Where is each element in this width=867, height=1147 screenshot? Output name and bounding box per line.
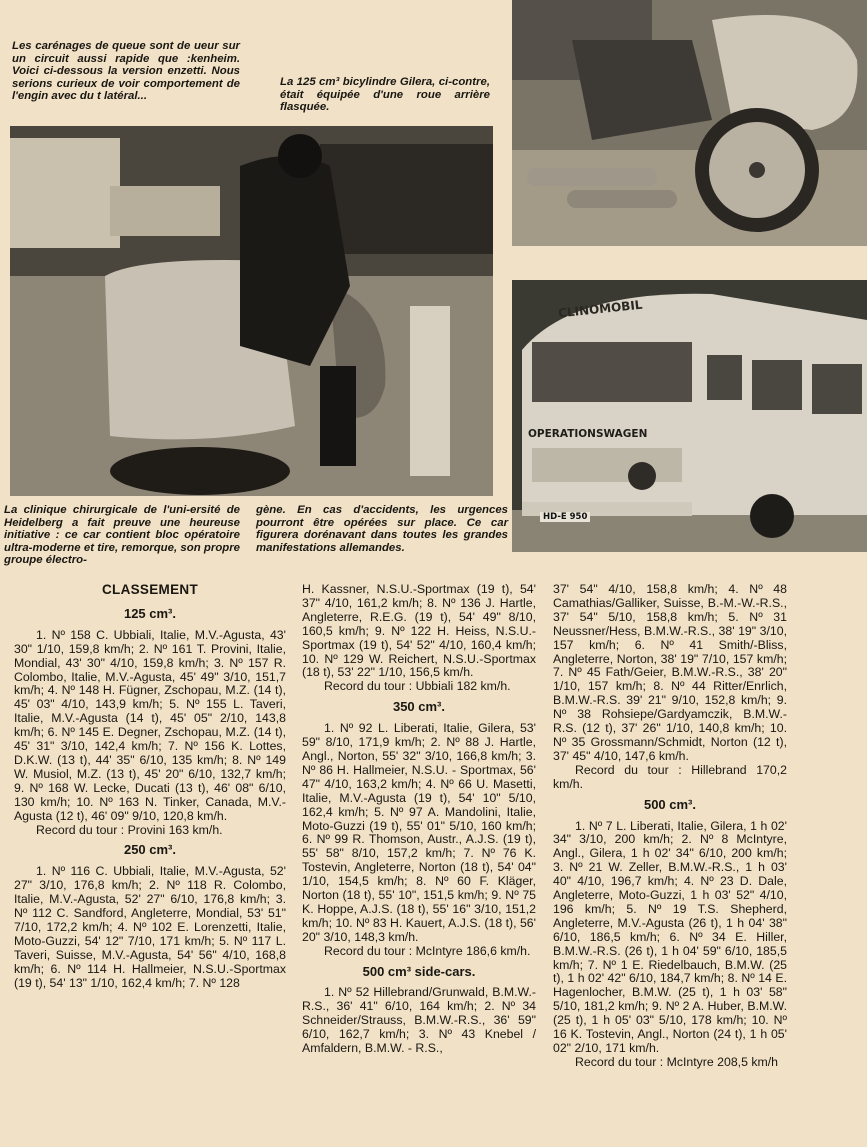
- caption-fairings: Les carénages de queue sont de ueur sur un circuit aussi rapide que :kenheim. Voici ci-dessous la version enzetti. Nous serions curieux de voir comportement de l'engin avec du t latéral...: [12, 40, 240, 103]
- bus-sign-clinomobil: CLINOMOBIL: [557, 297, 644, 321]
- photo-gilera-rear-wheel: [512, 0, 867, 246]
- lap-record-500cc: Record du tour : McIntyre 208,5 km/h: [575, 1054, 778, 1069]
- photo-surgical-bus: [512, 280, 867, 552]
- results-column-3: [553, 583, 787, 1076]
- lap-record-350cc: Record du tour : McIntyre 186,6 km/h.: [324, 943, 531, 958]
- results-125cc: 1. Nº 158 C. Ubbiali, Italie, M.V.-Agusta, 43' 30" 1/10, 159,8 km/h; 2. Nº 161 T. Provini, Italie, Mondial, 43' 30" 4/10, 159,8 km/h; 3. Nº 157 R. Colombo, Italie, M.V.-Agusta, 45' 49" 3/10, 151,7 km/h; 4. Nº 148 H. Fügner, Zschopau, M.Z. (14 t), 45' 03" 4/10, 143,9 km/h; 5. Nº 155 L. Taveri, Italie, M.V.-Agusta (14 t), 45' 05" 2/10, 143,8 km/h; 6. Nº 145 E. Degner, Zschopau, M.Z. (14 t), 45' 31" 3/10, 142,4 km/h; 7. Nº 156 K. Lottes, D.K.W. (13 t), 44' 35" 6/10, 135 km/h; 8. Nº 149 W. Musiol, M.Z. (13 t), 45' 20" 6/10, 132,7 km/h; 9. Nº 168 W. Lecke, Ducati (13 t), 46' 08" 6/10, 130 km/h; 10. Nº 163 N. Tinker, Canada, M.V.-Agusta (12 t), 46' 09" 9/10, 120,8 km/h.: [14, 627, 286, 823]
- lap-record-sidecars: Record du tour : Hillebrand 170,2 km/h.: [553, 762, 787, 791]
- heading-250cc: 250 cm³.: [123, 842, 177, 858]
- caption-clinic-part2: gène. En cas d'accidents, les urgences pourront être opérées sur place. Ce car figurera dorénavant dans toutes les grandes manifestations allemandes.: [256, 504, 508, 554]
- bus-sign-operationswagen: OPERATIONSWAGEN: [528, 428, 648, 440]
- lap-record-125cc: Record du tour : Provini 163 km/h.: [36, 822, 223, 837]
- bus-license-plate: HD-E 950: [540, 512, 590, 522]
- heading-125cc: 125 cm³.: [123, 605, 177, 621]
- results-250cc-part1: 1. Nº 116 C. Ubbiali, Italie, M.V.-Agusta, 52' 27" 3/10, 176,8 km/h; 2. Nº 118 R. Colombo, Italie, M.V.-Agusta, 52' 27" 6/10, 176,8 km/h; 3. Nº 112 C. Sandford, Angleterre, Mondial, 53' 51" 7/10, 172,2 km/h; 4. Nº 102 E. Lorenzetti, Italie, Moto-Guzzi, 54' 12" 7/10, 171 km/h; 5. Nº 117 L. Taveri, Suisse, M.V.-Agusta, 54' 56" 4/10, 168,8 km/h; 6. Nº 114 H. Hallmeier, N.S.U.-Sportmax (19 t), 54' 13" 1/10, 162,4 km/h; 7. Nº 128: [14, 864, 286, 990]
- classement-title: CLASSEMENT: [101, 582, 198, 597]
- results-column-1: [14, 583, 286, 990]
- photo-streamlined-motorcycle: [10, 126, 493, 496]
- results-sidecars-part2: 37' 54" 4/10, 158,8 km/h; 4. Nº 48 Camathias/Galliker, Suisse, B.-M.-W.-R.S., 37' 54" 5/10, 158,8 km/h; 5. Nº 31 Neussner/Hess, B.M.W.-R.S., 38' 19" 3/10, 157 km/h; 6. Nº 41 Smith/-Bliss, Angleterre, Norton, 38' 19" 7/10, 157 km/h; 7. Nº 45 Fath/Geier, B.M.W.-R.S., 38' 20" 1/10, 157 km/h; 8. Nº 44 Ritter/Enrlich, B.M.W.-R.S. 39' 21" 9/10, 152,8 km/h; 9. Nº 38 Rohsiepe/Gardyamczik, B.M.W.-R.S. (12 t), 37' 26" 1/10, 140,8 km/h; 10. Nº 35 Grossmann/Schmidt, Norton (12 t), 37' 45" 4/10, 147,6 km/h.: [553, 582, 787, 763]
- heading-500cc: 500 cm³.: [643, 796, 697, 812]
- results-500cc: 1. Nº 7 L. Liberati, Italie, Gilera, 1 h 02' 34" 3/10, 200 km/h; 2. Nº 8 McIntyre, Angl., Gilera, 1 h 02' 34" 6/10, 200 km/h; 3. Nº 21 W. Zeller, B.M.W.-R.S., 1 h 03' 40" 4/10, 196,7 km/h; 4. Nº 23 D. Dale, Angleterre, Moto-Guzzi, 1 h 03' 52" 4/10, 196 km/h; 5. Nº 19 T.S. Shepherd, Angleterre, M.V.-Agusta (26 t), 1 h 04' 38" 6/10, 186,5 km/h; 6. Nº 34 E. Hiller, B.M.W.-R.S. (26 t), 1 h 04' 59" 6/10, 185,5 km/h; 7. Nº 1 E. Riedelbauch, B.M.W. (25 t), 1 h 02' 42" 6/10, 184,7 km/h; 8. Nº 14 E. Hagenlocher, B.M.W. (25 t), 1 h 03' 58" 5/10, 181,2 km/h; 9. Nº 2 A. Huber, B.M.W. (25 t), 1 h 05' 03" 5/10, 178 km/h; 10. Nº 16 K. Tostevin, Angl., Norton (24 t), 1 h 05' 02" 2/10, 171 km/h.: [553, 818, 787, 1055]
- caption-clinic-part1: La clinique chirurgicale de l'uni-ersité de Heidelberg a fait preuve une heureuse initiative : ce car contient bloc opératoire ultra-moderne et tire, remorque, son propre groupe électro-: [4, 504, 240, 567]
- results-column-2: [302, 583, 536, 1056]
- caption-gilera: La 125 cm³ bicylindre Gilera, ci-contre, était équipée d'une roue arrière flasquée.: [280, 76, 490, 114]
- results-250cc-part2: H. Kassner, N.S.U.-Sportmax (19 t), 54' 37" 4/10, 161,2 km/h; 8. Nº 136 J. Hartle, Angleterre, R.E.G. (19 t), 54' 49" 8/10, 160,5 km/h; 9. Nº 122 H. Heiss, N.S.U.-Sportmax (19 t), 54' 52" 4/10, 160,4 km/h; 10. Nº 129 W. Reichert, N.S.U.-Sportmax (18 t), 53' 22" 1/10, 156,5 km/h.: [302, 582, 536, 680]
- results-sidecars-part1: 1. Nº 52 Hillebrand/Grunwald, B.M.W.-R.S., 36' 41" 6/10, 164 km/h; 2. Nº 34 Schneider/Strauss, B.M.W.-R.S., 36' 59" 6/10, 162,7 km/h; 3. Nº 43 Knebel / Amfaldern, B.M.W. - R.S.,: [302, 985, 536, 1056]
- heading-350cc: 350 cm³.: [392, 699, 446, 715]
- results-350cc: 1. Nº 92 L. Liberati, Italie, Gilera, 53' 59" 8/10, 171,9 km/h; 2. Nº 88 J. Hartle, Angl., Norton, 55' 32" 3/10, 166,8 km/h; 3. Nº 86 H. Hallmeier, N.S.U. - Sportmax, 56' 47" 4/10, 163,2 km/h; 4. Nº 66 U. Masetti, Italie, M.V.-Agusta (19 t), 54' 10" 5/10, 162,4 km/h; 5. Nº 97 A. Mandolini, Italie, Moto-Guzzi (19 t), 55' 01" 5/10, 160 km/h; 6. Nº 99 R. Thomson, Austr., A.J.S. (19 t), 55' 58" 8/10, 157,2 km/h; 7. Nº 76 K. Tostevin, Angleterre, Norton (18 t), 54' 04" 1/10, 154,5 km/h; 8. Nº 60 F. Kläger, Norton (18 t), 55' 10", 151,5 km/h; 9. Nº 75 K. Hoppe, A.J.S. (18 t), 55' 16" 3/10, 151,2 km/h; 10. Nº 83 H. Kauert, A.J.S. (18 t), 56' 20" 3/10, 148,3 km/h.: [302, 721, 536, 944]
- heading-500cc-sidecars: 500 cm³ side-cars.: [362, 963, 476, 979]
- lap-record-250cc: Record du tour : Ubbiali 182 km/h.: [324, 679, 511, 694]
